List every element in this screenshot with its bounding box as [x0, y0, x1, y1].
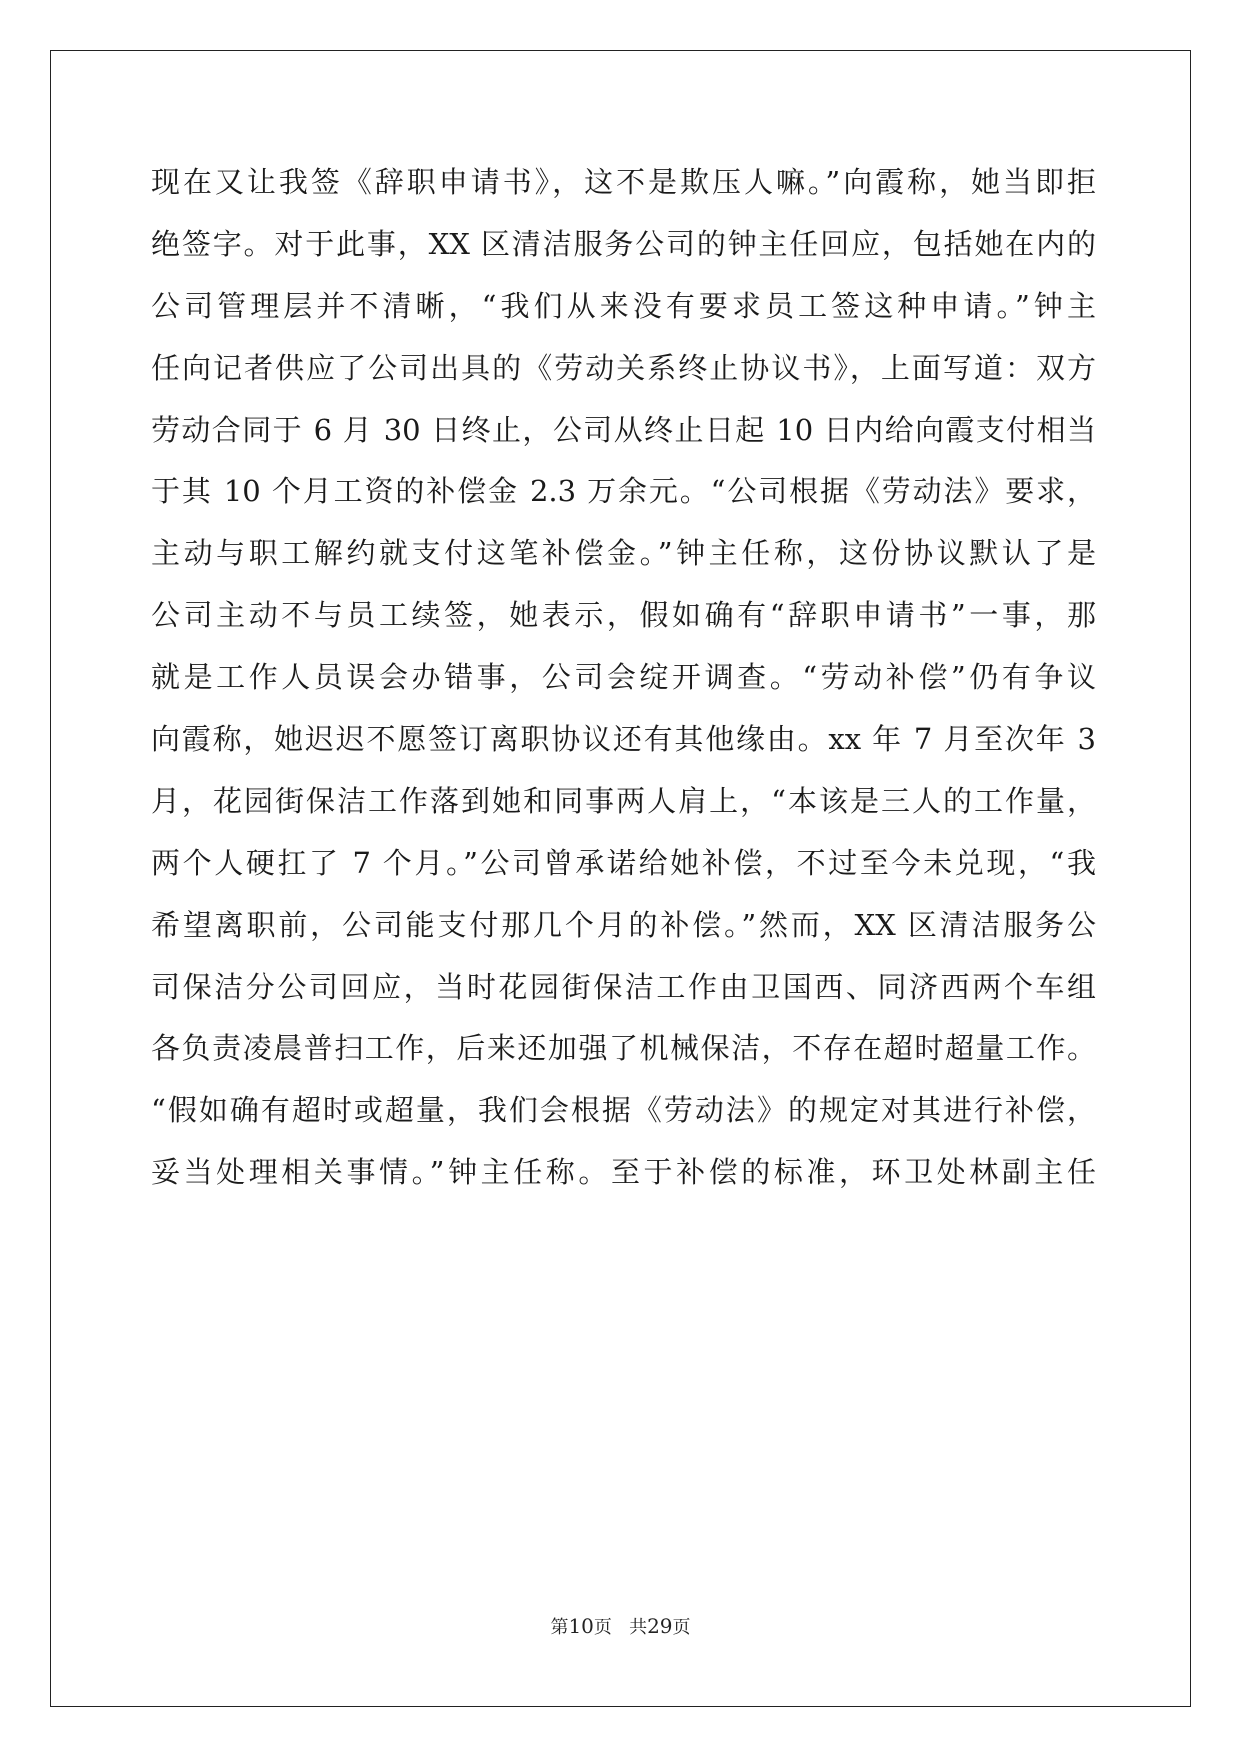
- text-line: 就是工作人员误会办错事，公司会绽开调查。“劳动补偿”仍有争议: [151, 660, 1096, 695]
- text-line: 公司主动不与员工续签，她表示，假如确有“辞职申请书”一事，那: [151, 598, 1096, 633]
- text-line: 希望离职前，公司能支付那几个月的补偿。”然而，XX 区清洁服务公: [151, 907, 1096, 942]
- page-suffix: 页: [593, 1617, 612, 1638]
- text-line: 各负责凌晨普扫工作，后来还加强了机械保洁，不存在超时超量工作。: [151, 1031, 1096, 1066]
- text-line: 现在又让我签《辞职申请书》，这不是欺压人嘛。”向霞称，她当即拒: [151, 165, 1096, 199]
- text-line: 主动与职工解约就支付这笔补偿金。”钟主任称，这份协议默认了是: [151, 536, 1096, 571]
- text-line: 绝签字。对于此事，XX 区清洁服务公司的钟主任回应，包括她在内的: [151, 226, 1096, 261]
- text-line: 向霞称，她迟迟不愿签订离职协议还有其他缘由。xx 年 7 月至次年 3: [151, 722, 1096, 757]
- current-page-number: 10: [568, 1614, 594, 1638]
- text-line: 任向记者供应了公司出具的《劳动关系终止协议书》，上面写道：双方: [151, 350, 1096, 385]
- text-line: 月，花园街保洁工作落到她和同事两人肩上，“本该是三人的工作量，: [151, 783, 1096, 818]
- total-suffix: 页: [672, 1617, 691, 1638]
- text-line: 于其 10 个月工资的补偿金 2.3 万余元。“公司根据《劳动法》要求，: [151, 474, 1096, 509]
- text-line: 劳动合同于 6 月 30 日终止，公司从终止日起 10 日内给向霞支付相当: [151, 412, 1096, 447]
- page-footer: [0, 1614, 1241, 1640]
- text-line: 两个人硬扛了 7 个月。”公司曾承诺给她补偿，不过至今未兑现，“我: [151, 845, 1096, 880]
- document-body: [151, 162, 1096, 1214]
- page-prefix: 第: [550, 1617, 569, 1638]
- total-page-count: 29: [647, 1614, 673, 1638]
- text-line: 司保洁分公司回应，当时花园街保洁工作由卫国西、同济西两个车组: [151, 969, 1096, 1004]
- total-prefix: 共: [629, 1617, 648, 1638]
- text-line: 公司管理层并不清晰，“我们从来没有要求员工签这种申请。”钟主: [151, 288, 1096, 323]
- text-line: “假如确有超时或超量，我们会根据《劳动法》的规定对其进行补偿，: [151, 1093, 1096, 1128]
- text-line: 妥当处理相关事情。”钟主任称。至于补偿的标准，环卫处林副主任: [151, 1155, 1096, 1190]
